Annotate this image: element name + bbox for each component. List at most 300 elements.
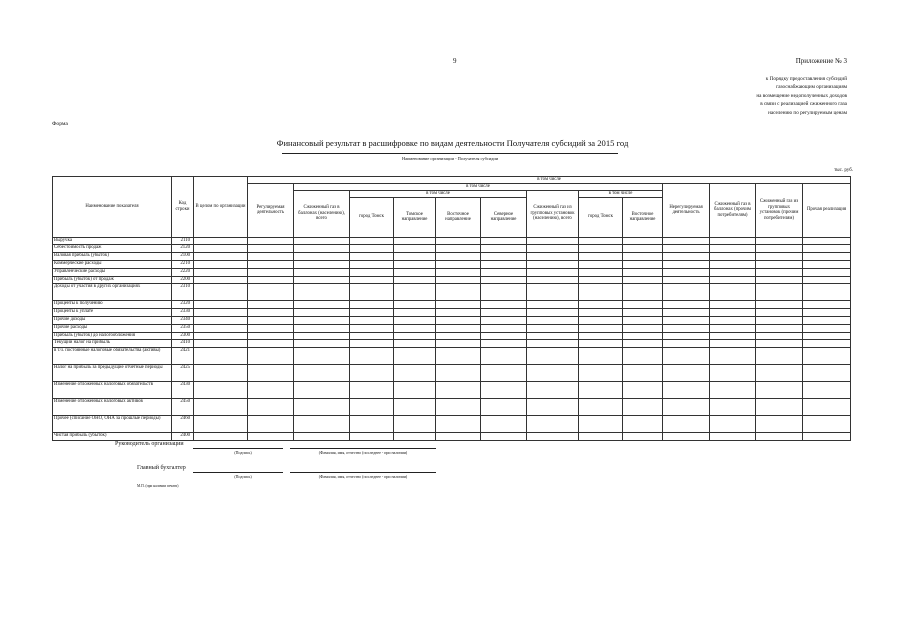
value-cell[interactable] <box>194 268 248 276</box>
value-cell[interactable] <box>248 276 294 284</box>
value-cell[interactable] <box>710 365 756 382</box>
value-cell[interactable] <box>350 332 394 340</box>
value-cell[interactable] <box>394 245 436 253</box>
value-cell[interactable] <box>481 284 527 301</box>
value-cell[interactable] <box>527 316 579 324</box>
value-cell[interactable] <box>803 245 851 253</box>
value-cell[interactable] <box>436 340 481 348</box>
value-cell[interactable] <box>803 399 851 416</box>
value-cell[interactable] <box>194 276 248 284</box>
table-row <box>53 416 851 433</box>
row-code: 2120 <box>172 245 194 253</box>
value-cell[interactable] <box>663 268 710 276</box>
value-cell[interactable] <box>579 399 623 416</box>
value-cell[interactable] <box>481 365 527 382</box>
row-code: 2460 <box>172 416 194 433</box>
value-cell[interactable] <box>803 253 851 261</box>
value-cell[interactable] <box>436 245 481 253</box>
row-code: 2400 <box>172 433 194 441</box>
value-cell[interactable] <box>663 301 710 309</box>
value-cell[interactable] <box>527 276 579 284</box>
value-cell[interactable] <box>803 332 851 340</box>
row-code: 2200 <box>172 276 194 284</box>
row-indicator-name: Прочие расходы <box>53 324 172 332</box>
value-cell[interactable] <box>248 301 294 309</box>
value-cell[interactable] <box>623 324 663 332</box>
value-cell[interactable] <box>194 348 248 365</box>
value-cell[interactable] <box>350 253 394 261</box>
value-cell[interactable] <box>756 382 803 399</box>
value-cell[interactable] <box>756 365 803 382</box>
value-cell[interactable] <box>350 433 394 441</box>
value-cell[interactable] <box>579 365 623 382</box>
value-cell[interactable] <box>248 382 294 399</box>
row-code: 2100 <box>172 253 194 261</box>
table-row <box>53 301 851 309</box>
value-cell[interactable] <box>527 237 579 245</box>
value-cell[interactable] <box>294 284 350 301</box>
value-cell[interactable] <box>756 332 803 340</box>
value-cell[interactable] <box>350 309 394 317</box>
value-cell[interactable] <box>481 268 527 276</box>
value-cell[interactable] <box>394 237 436 245</box>
value-cell[interactable] <box>194 237 248 245</box>
value-cell[interactable] <box>350 416 394 433</box>
value-cell[interactable] <box>803 260 851 268</box>
value-cell[interactable] <box>710 324 756 332</box>
value-cell[interactable] <box>663 245 710 253</box>
value-cell[interactable] <box>663 237 710 245</box>
value-cell[interactable] <box>436 316 481 324</box>
value-cell[interactable] <box>248 253 294 261</box>
value-cell[interactable] <box>579 340 623 348</box>
value-cell[interactable] <box>803 301 851 309</box>
value-cell[interactable] <box>394 399 436 416</box>
value-cell[interactable] <box>579 237 623 245</box>
header-tomsk-city: город Томск <box>350 197 394 237</box>
table-row <box>53 324 851 332</box>
head-name-field[interactable] <box>290 448 436 449</box>
row-code: 2421 <box>172 348 194 365</box>
value-cell[interactable] <box>579 260 623 268</box>
value-cell[interactable] <box>194 316 248 324</box>
table-row <box>53 245 851 253</box>
value-cell[interactable] <box>756 237 803 245</box>
value-cell[interactable] <box>623 276 663 284</box>
value-cell[interactable] <box>481 416 527 433</box>
row-code: 2430 <box>172 382 194 399</box>
value-cell[interactable] <box>350 340 394 348</box>
value-cell[interactable] <box>294 301 350 309</box>
value-cell[interactable] <box>394 348 436 365</box>
value-cell[interactable] <box>394 382 436 399</box>
value-cell[interactable] <box>436 365 481 382</box>
value-cell[interactable] <box>248 416 294 433</box>
value-cell[interactable] <box>194 301 248 309</box>
value-cell[interactable] <box>481 433 527 441</box>
value-cell[interactable] <box>248 316 294 324</box>
value-cell[interactable] <box>294 309 350 317</box>
value-cell[interactable] <box>248 237 294 245</box>
value-cell[interactable] <box>527 324 579 332</box>
value-cell[interactable] <box>527 301 579 309</box>
value-cell[interactable] <box>623 253 663 261</box>
value-cell[interactable] <box>756 260 803 268</box>
value-cell[interactable] <box>350 316 394 324</box>
value-cell[interactable] <box>803 324 851 332</box>
value-cell[interactable] <box>527 284 579 301</box>
value-cell[interactable] <box>436 399 481 416</box>
value-cell[interactable] <box>436 268 481 276</box>
value-cell[interactable] <box>527 399 579 416</box>
value-cell[interactable] <box>436 253 481 261</box>
value-cell[interactable] <box>481 324 527 332</box>
value-cell[interactable] <box>194 365 248 382</box>
value-cell[interactable] <box>248 309 294 317</box>
value-cell[interactable] <box>710 284 756 301</box>
value-cell[interactable] <box>527 416 579 433</box>
value-cell[interactable] <box>436 237 481 245</box>
value-cell[interactable] <box>623 301 663 309</box>
value-cell[interactable] <box>394 324 436 332</box>
value-cell[interactable] <box>481 340 527 348</box>
value-cell[interactable] <box>527 268 579 276</box>
value-cell[interactable] <box>756 268 803 276</box>
row-indicator-name: Изменение отложенных налоговых активов <box>53 399 172 416</box>
value-cell[interactable] <box>527 382 579 399</box>
value-cell[interactable] <box>394 316 436 324</box>
value-cell[interactable] <box>663 399 710 416</box>
value-cell[interactable] <box>710 253 756 261</box>
value-cell[interactable] <box>710 237 756 245</box>
value-cell[interactable] <box>623 309 663 317</box>
value-cell[interactable] <box>663 284 710 301</box>
value-cell[interactable] <box>394 332 436 340</box>
value-cell[interactable] <box>527 253 579 261</box>
value-cell[interactable] <box>579 324 623 332</box>
value-cell[interactable] <box>436 301 481 309</box>
value-cell[interactable] <box>248 348 294 365</box>
value-cell[interactable] <box>663 365 710 382</box>
value-cell[interactable] <box>579 301 623 309</box>
value-cell[interactable] <box>248 332 294 340</box>
value-cell[interactable] <box>436 260 481 268</box>
value-cell[interactable] <box>436 332 481 340</box>
value-cell[interactable] <box>248 365 294 382</box>
value-cell[interactable] <box>623 433 663 441</box>
value-cell[interactable] <box>803 382 851 399</box>
value-cell[interactable] <box>803 309 851 317</box>
value-cell[interactable] <box>663 340 710 348</box>
header-lpg-cylinders-other: Сжиженный газ в баллонах (прочим потребителям) <box>710 183 756 237</box>
value-cell[interactable] <box>294 382 350 399</box>
value-cell[interactable] <box>803 340 851 348</box>
value-cell[interactable] <box>579 245 623 253</box>
value-cell[interactable] <box>527 365 579 382</box>
value-cell[interactable] <box>194 253 248 261</box>
value-cell[interactable] <box>394 301 436 309</box>
value-cell[interactable] <box>248 399 294 416</box>
value-cell[interactable] <box>294 245 350 253</box>
value-cell[interactable] <box>710 416 756 433</box>
row-indicator-name: Себестоимость продаж <box>53 245 172 253</box>
organization-name-field[interactable] <box>282 153 618 154</box>
value-cell[interactable] <box>350 365 394 382</box>
value-cell[interactable] <box>294 416 350 433</box>
table-row <box>53 237 851 245</box>
value-cell[interactable] <box>394 268 436 276</box>
value-cell[interactable] <box>756 276 803 284</box>
value-cell[interactable] <box>294 433 350 441</box>
value-cell[interactable] <box>248 340 294 348</box>
value-cell[interactable] <box>350 324 394 332</box>
value-cell[interactable] <box>294 365 350 382</box>
value-cell[interactable] <box>394 416 436 433</box>
value-cell[interactable] <box>756 416 803 433</box>
value-cell[interactable] <box>623 316 663 324</box>
value-cell[interactable] <box>663 260 710 268</box>
value-cell[interactable] <box>623 382 663 399</box>
page-number: 9 <box>453 57 457 65</box>
value-cell[interactable] <box>579 284 623 301</box>
value-cell[interactable] <box>579 316 623 324</box>
value-cell[interactable] <box>527 433 579 441</box>
value-cell[interactable] <box>350 348 394 365</box>
value-cell[interactable] <box>350 268 394 276</box>
value-cell[interactable] <box>194 324 248 332</box>
value-cell[interactable] <box>194 416 248 433</box>
value-cell[interactable] <box>481 237 527 245</box>
value-cell[interactable] <box>527 340 579 348</box>
row-indicator-name: Валовая прибыль (убыток) <box>53 253 172 261</box>
value-cell[interactable] <box>710 332 756 340</box>
value-cell[interactable] <box>579 348 623 365</box>
value-cell[interactable] <box>623 340 663 348</box>
value-cell[interactable] <box>710 340 756 348</box>
value-cell[interactable] <box>481 276 527 284</box>
value-cell[interactable] <box>436 309 481 317</box>
value-cell[interactable] <box>350 399 394 416</box>
value-cell[interactable] <box>481 253 527 261</box>
table-row <box>53 332 851 340</box>
value-cell[interactable] <box>481 382 527 399</box>
value-cell[interactable] <box>803 316 851 324</box>
value-cell[interactable] <box>710 433 756 441</box>
accountant-signature-field[interactable] <box>193 472 283 473</box>
value-cell[interactable] <box>294 340 350 348</box>
value-cell[interactable] <box>294 324 350 332</box>
value-cell[interactable] <box>194 332 248 340</box>
value-cell[interactable] <box>803 433 851 441</box>
value-cell[interactable] <box>481 348 527 365</box>
value-cell[interactable] <box>756 316 803 324</box>
value-cell[interactable] <box>294 276 350 284</box>
value-cell[interactable] <box>481 301 527 309</box>
value-cell[interactable] <box>623 268 663 276</box>
value-cell[interactable] <box>194 382 248 399</box>
value-cell[interactable] <box>350 260 394 268</box>
value-cell[interactable] <box>294 316 350 324</box>
value-cell[interactable] <box>436 433 481 441</box>
value-cell[interactable] <box>579 416 623 433</box>
value-cell[interactable] <box>710 399 756 416</box>
value-cell[interactable] <box>803 284 851 301</box>
value-cell[interactable] <box>436 348 481 365</box>
value-cell[interactable] <box>248 260 294 268</box>
value-cell[interactable] <box>394 365 436 382</box>
value-cell[interactable] <box>248 324 294 332</box>
accountant-signature-caption: (Подпись) <box>234 474 252 479</box>
value-cell[interactable] <box>756 309 803 317</box>
value-cell[interactable] <box>803 416 851 433</box>
value-cell[interactable] <box>579 253 623 261</box>
value-cell[interactable] <box>481 245 527 253</box>
value-cell[interactable] <box>803 237 851 245</box>
value-cell[interactable] <box>294 260 350 268</box>
value-cell[interactable] <box>663 348 710 365</box>
value-cell[interactable] <box>710 301 756 309</box>
value-cell[interactable] <box>248 284 294 301</box>
value-cell[interactable] <box>623 365 663 382</box>
value-cell[interactable] <box>579 268 623 276</box>
row-indicator-name: Чистая прибыль (убыток) <box>53 433 172 441</box>
value-cell[interactable] <box>350 237 394 245</box>
value-cell[interactable] <box>350 284 394 301</box>
header-lpg-group-other: Сжиженный газ из групповых установок (прочим потребителям) <box>756 183 803 237</box>
value-cell[interactable] <box>194 309 248 317</box>
value-cell[interactable] <box>623 260 663 268</box>
value-cell[interactable] <box>756 284 803 301</box>
value-cell[interactable] <box>436 284 481 301</box>
table-row <box>53 268 851 276</box>
value-cell[interactable] <box>436 324 481 332</box>
value-cell[interactable] <box>394 309 436 317</box>
value-cell[interactable] <box>623 416 663 433</box>
value-cell[interactable] <box>663 382 710 399</box>
value-cell[interactable] <box>756 253 803 261</box>
value-cell[interactable] <box>294 253 350 261</box>
value-cell[interactable] <box>710 382 756 399</box>
value-cell[interactable] <box>663 416 710 433</box>
table-row <box>53 399 851 416</box>
value-cell[interactable] <box>481 260 527 268</box>
value-cell[interactable] <box>350 245 394 253</box>
value-cell[interactable] <box>579 332 623 340</box>
value-cell[interactable] <box>481 332 527 340</box>
value-cell[interactable] <box>803 268 851 276</box>
value-cell[interactable] <box>663 332 710 340</box>
value-cell[interactable] <box>623 245 663 253</box>
value-cell[interactable] <box>803 276 851 284</box>
value-cell[interactable] <box>481 309 527 317</box>
value-cell[interactable] <box>623 237 663 245</box>
value-cell[interactable] <box>194 260 248 268</box>
value-cell[interactable] <box>663 324 710 332</box>
value-cell[interactable] <box>350 301 394 309</box>
value-cell[interactable] <box>803 365 851 382</box>
value-cell[interactable] <box>294 332 350 340</box>
value-cell[interactable] <box>623 348 663 365</box>
value-cell[interactable] <box>710 316 756 324</box>
value-cell[interactable] <box>710 260 756 268</box>
value-cell[interactable] <box>623 399 663 416</box>
value-cell[interactable] <box>436 416 481 433</box>
value-cell[interactable] <box>756 399 803 416</box>
value-cell[interactable] <box>194 284 248 301</box>
value-cell[interactable] <box>579 433 623 441</box>
row-indicator-name: Налог на прибыль за предыдущие отчетные периоды <box>53 365 172 382</box>
value-cell[interactable] <box>663 433 710 441</box>
value-cell[interactable] <box>350 382 394 399</box>
value-cell[interactable] <box>194 399 248 416</box>
value-cell[interactable] <box>663 276 710 284</box>
value-cell[interactable] <box>194 433 248 441</box>
value-cell[interactable] <box>394 433 436 441</box>
value-cell[interactable] <box>756 324 803 332</box>
value-cell[interactable] <box>248 268 294 276</box>
value-cell[interactable] <box>294 399 350 416</box>
value-cell[interactable] <box>294 237 350 245</box>
value-cell[interactable] <box>248 245 294 253</box>
value-cell[interactable] <box>527 332 579 340</box>
value-cell[interactable] <box>394 253 436 261</box>
value-cell[interactable] <box>481 316 527 324</box>
value-cell[interactable] <box>436 276 481 284</box>
head-signature-field[interactable] <box>193 448 283 449</box>
accountant-name-field[interactable] <box>290 472 436 473</box>
value-cell[interactable] <box>710 268 756 276</box>
value-cell[interactable] <box>579 309 623 317</box>
value-cell[interactable] <box>527 260 579 268</box>
value-cell[interactable] <box>194 245 248 253</box>
value-cell[interactable] <box>756 340 803 348</box>
value-cell[interactable] <box>394 284 436 301</box>
value-cell[interactable] <box>294 268 350 276</box>
value-cell[interactable] <box>527 348 579 365</box>
value-cell[interactable] <box>579 382 623 399</box>
value-cell[interactable] <box>527 245 579 253</box>
value-cell[interactable] <box>481 399 527 416</box>
value-cell[interactable] <box>350 276 394 284</box>
value-cell[interactable] <box>710 276 756 284</box>
value-cell[interactable] <box>248 433 294 441</box>
value-cell[interactable] <box>394 340 436 348</box>
value-cell[interactable] <box>394 276 436 284</box>
value-cell[interactable] <box>710 245 756 253</box>
row-indicator-name: Доходы от участия в других организациях <box>53 284 172 301</box>
value-cell[interactable] <box>194 340 248 348</box>
value-cell[interactable] <box>710 348 756 365</box>
value-cell[interactable] <box>663 253 710 261</box>
value-cell[interactable] <box>394 260 436 268</box>
header-unregulated: Нерегулируемая деятельность <box>663 183 710 237</box>
value-cell[interactable] <box>663 309 710 317</box>
value-cell[interactable] <box>527 309 579 317</box>
value-cell[interactable] <box>663 316 710 324</box>
value-cell[interactable] <box>756 245 803 253</box>
value-cell[interactable] <box>803 348 851 365</box>
header-sub-including: в том числе <box>294 183 663 190</box>
value-cell[interactable] <box>294 348 350 365</box>
value-cell[interactable] <box>756 301 803 309</box>
value-cell[interactable] <box>756 348 803 365</box>
value-cell[interactable] <box>623 332 663 340</box>
value-cell[interactable] <box>756 433 803 441</box>
value-cell[interactable] <box>579 276 623 284</box>
value-cell[interactable] <box>710 309 756 317</box>
value-cell[interactable] <box>623 284 663 301</box>
value-cell[interactable] <box>436 382 481 399</box>
